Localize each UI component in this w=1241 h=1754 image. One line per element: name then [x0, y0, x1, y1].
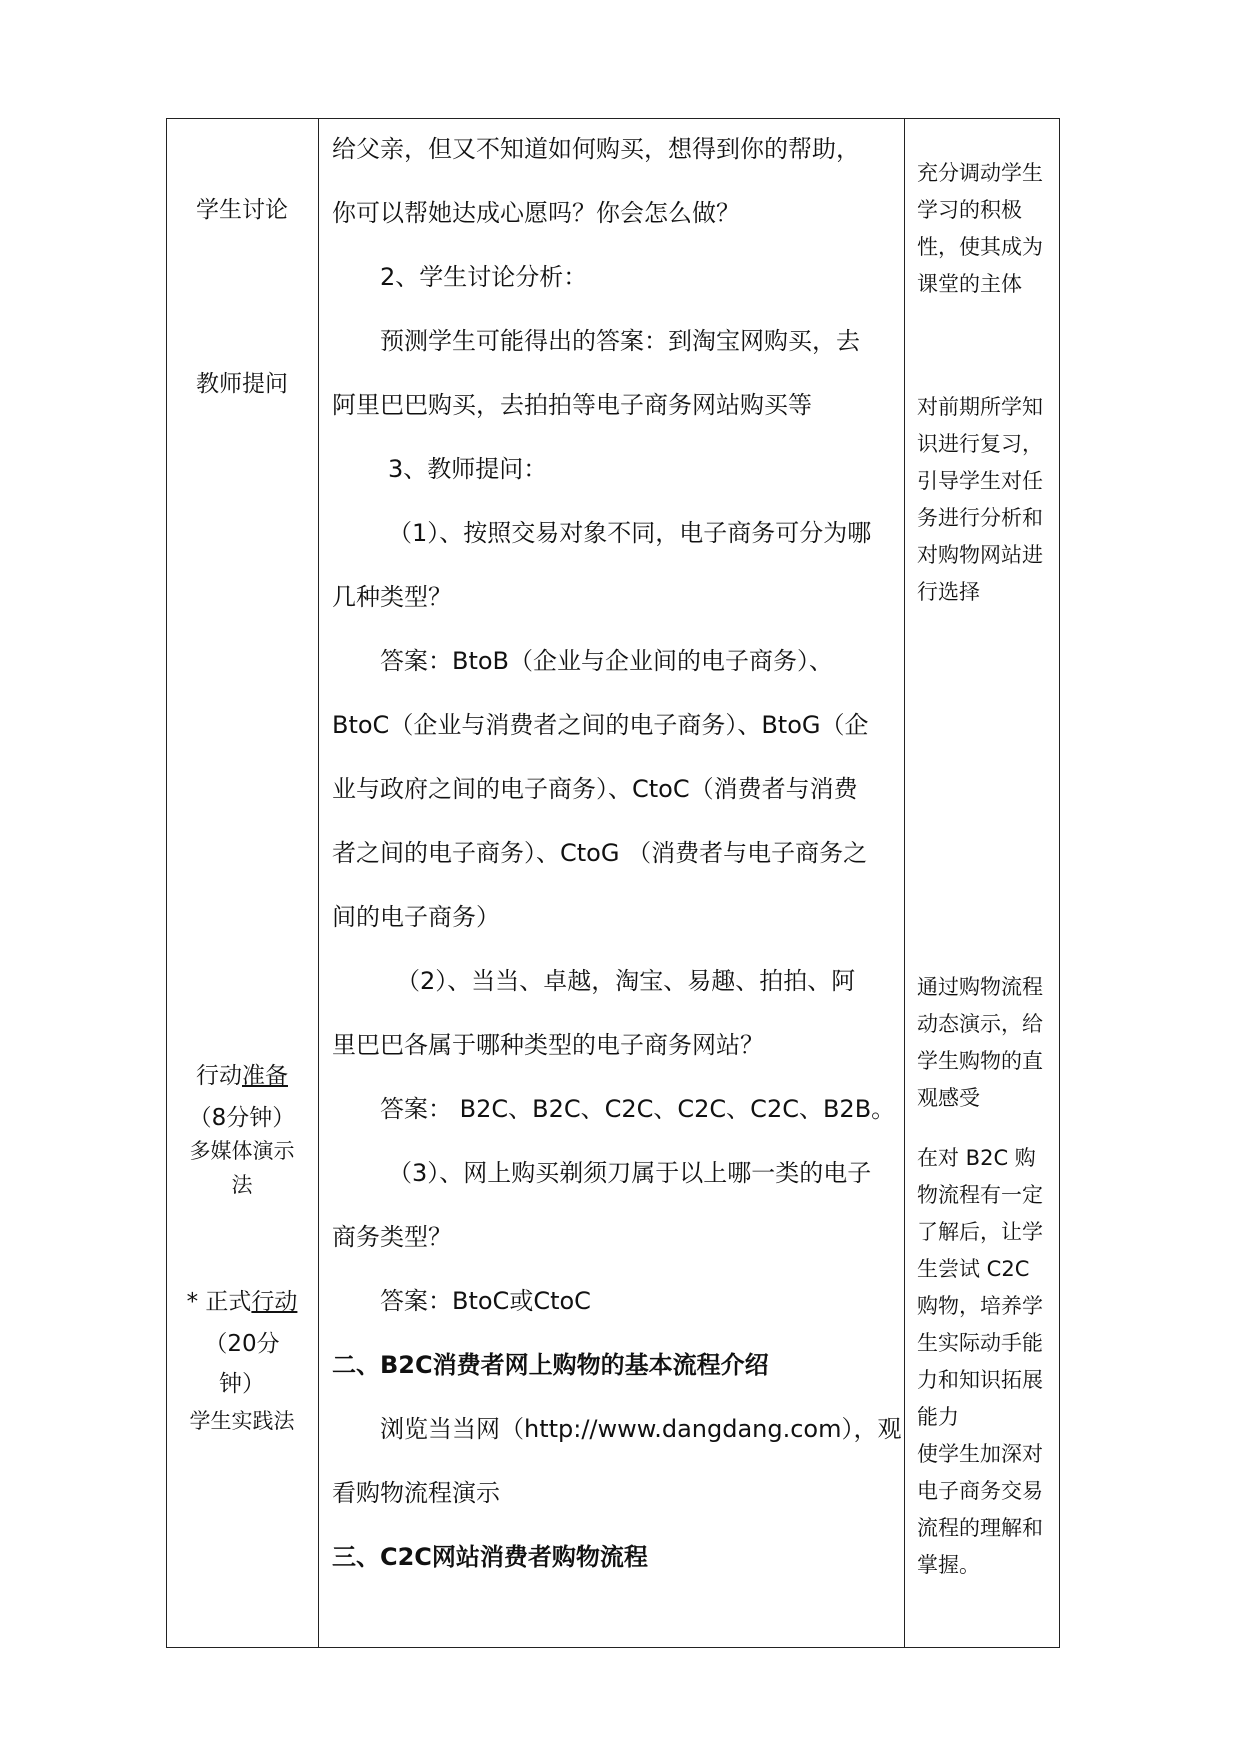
content-line: （2）、当当、卓越，淘宝、易趣、拍拍、阿 — [396, 967, 856, 995]
intent-line: 充分调动学生 — [917, 161, 1043, 185]
content-line: 阿里巴巴购买，去拍拍等电子商务网站购买等 — [332, 391, 812, 419]
stage-prep-method: 多媒体演示 — [189, 1139, 295, 1163]
intent-line: 在对 B2C 购 — [917, 1146, 1036, 1170]
section-heading-b2c: 二、B2C消费者网上购物的基本流程介绍 — [332, 1351, 769, 1379]
stage-formal-underlined: 行动 — [251, 1289, 298, 1315]
intent-line: 力和知识拓展 — [917, 1368, 1043, 1392]
intent-line: 学习的积极 — [917, 198, 1022, 222]
content-line: 商务类型？ — [332, 1223, 452, 1251]
stage-discuss: 学生讨论 — [196, 197, 288, 223]
intent-line: 性，使其成为 — [917, 235, 1043, 259]
content-line: 答案： B2C、B2C、C2C、C2C、C2C、B2B。 — [380, 1095, 896, 1123]
intent-line: 生实际动手能 — [917, 1331, 1043, 1355]
intent-line: 观感受 — [917, 1086, 980, 1110]
column-divider — [318, 119, 319, 1647]
section-heading-c2c: 三、C2C网站消费者购物流程 — [332, 1543, 648, 1571]
content-line: 2、学生讨论分析： — [380, 263, 588, 291]
intent-line: 识进行复习， — [917, 432, 1043, 456]
intent-line: 使学生加深对 — [917, 1442, 1043, 1466]
intent-line: 引导学生对任 — [917, 469, 1043, 493]
intent-line: 能力 — [917, 1405, 959, 1429]
content-line: 看购物流程演示 — [332, 1479, 500, 1507]
content-line: （1）、按照交易对象不同，电子商务可分为哪 — [388, 519, 872, 547]
intent-line: 通过购物流程 — [917, 975, 1043, 999]
content-line: 答案：BtoB（企业与企业间的电子商务）、 — [380, 647, 834, 675]
intent-line: 购物，培养学 — [917, 1294, 1043, 1318]
content-line: 者之间的电子商务）、CtoG （消费者与电子商务之 — [332, 839, 868, 867]
content-line: （3）、网上购买剃须刀属于以上哪一类的电子 — [388, 1159, 872, 1187]
intent-line: 动态演示，给 — [917, 1012, 1043, 1036]
content-line: 里巴巴各属于哪种类型的电子商务网站？ — [332, 1031, 764, 1059]
intent-line: 对前期所学知 — [917, 395, 1043, 419]
content-line: 答案：BtoC或CtoC — [380, 1287, 591, 1315]
stage-formal-action — [167, 1283, 317, 1316]
stage-action-prep — [167, 1057, 317, 1090]
content-line: 给父亲，但又不知道如何购买，想得到你的帮助， — [332, 135, 860, 163]
content-line: 浏览当当网（http://www.dangdang.com），观 — [380, 1415, 902, 1443]
intent-line: 电子商务交易 — [917, 1479, 1043, 1503]
stage-formal-time: （20分 — [204, 1331, 280, 1357]
intent-line: 掌握。 — [917, 1553, 980, 1577]
intent-line: 了解后，让学 — [917, 1220, 1043, 1244]
content-line: 几种类型？ — [332, 583, 452, 611]
column-divider — [904, 119, 905, 1647]
stage-formal-time-cont: 钟） — [219, 1371, 265, 1397]
intent-line: 务进行分析和 — [917, 506, 1043, 530]
content-line: 间的电子商务） — [332, 903, 500, 931]
content-line: BtoC（企业与消费者之间的电子商务）、BtoG（企 — [332, 711, 869, 739]
intent-line: 课堂的主体 — [917, 272, 1022, 296]
stage-action-prep-underlined: 准备 — [242, 1063, 288, 1089]
intent-line: 生尝试 C2C — [917, 1257, 1030, 1281]
intent-line: 学生购物的直 — [917, 1049, 1043, 1073]
intent-line: 对购物网站进 — [917, 543, 1043, 567]
stage-prep-method-cont: 法 — [231, 1173, 253, 1197]
intent-line: 行选择 — [917, 580, 980, 604]
stage-formal-star: * 正式 — [186, 1289, 252, 1315]
intent-line: 物流程有一定 — [917, 1183, 1043, 1207]
stage-formal-method: 学生实践法 — [189, 1409, 295, 1433]
stage-teacher-question: 教师提问 — [196, 371, 288, 397]
lesson-table — [166, 118, 1060, 1648]
content-line: 预测学生可能得出的答案：到淘宝网购买，去 — [380, 327, 860, 355]
stage-prep-time: （8分钟） — [188, 1105, 296, 1131]
content-line: 你可以帮她达成心愿吗？你会怎么做？ — [332, 199, 740, 227]
content-line: 业与政府之间的电子商务）、CtoC（消费者与消费 — [332, 775, 858, 803]
content-line: 3、教师提问： — [388, 455, 548, 483]
stage-action-prep-text: 行动 — [196, 1063, 242, 1089]
intent-line: 流程的理解和 — [917, 1516, 1043, 1540]
